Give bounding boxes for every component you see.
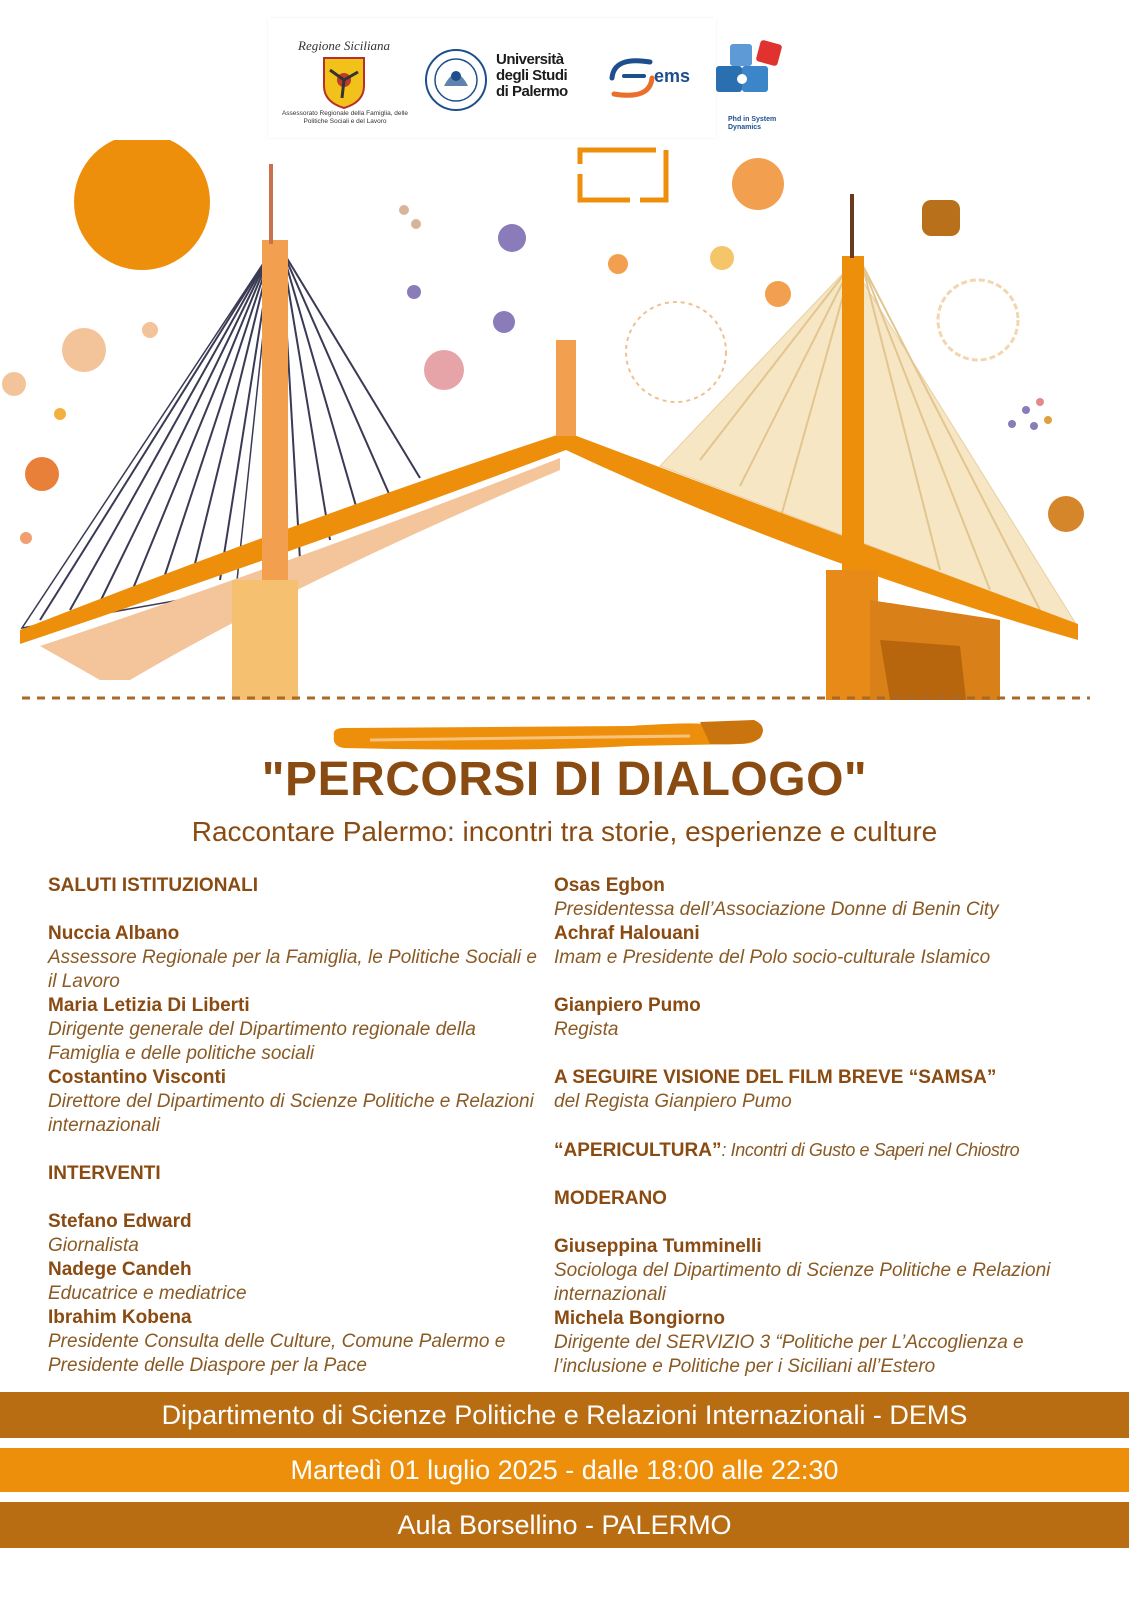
orange-dot-decoration [732, 158, 784, 210]
small-dot-decoration [54, 408, 66, 420]
brown-square-decoration [922, 200, 960, 236]
left-pylon-base [232, 580, 298, 700]
peach-dot-decoration [62, 328, 106, 372]
striped-block-decoration [580, 150, 666, 200]
left-pylon-mast [269, 164, 273, 244]
section-heading-moderano: MODERANO [554, 1188, 667, 1209]
speaker-role: Presidentessa dell’Associazione Donne di Benin City [554, 899, 999, 920]
purple-dot-decoration [407, 285, 421, 299]
date-band: Martedì 01 luglio 2025 - dalle 18:00 alle 22:30 [0, 1448, 1129, 1492]
phd-system-dynamics-label: Phd in System Dynamics [728, 116, 777, 131]
speaker-role: Giornalista [48, 1235, 139, 1256]
dems-wordmark: ems [654, 66, 691, 86]
regione-siciliana-logo-text: Regione Siciliana [298, 38, 391, 53]
bridge-illustration [0, 140, 1129, 710]
speaker-role: Educatrice e mediatrice [48, 1283, 247, 1304]
speaker-name: Nadege Candeh [48, 1259, 192, 1280]
speaker-name: Gianpiero Pumo [554, 995, 701, 1016]
striped-circle-decoration [938, 280, 1018, 360]
speaker-name: Costantino Visconti [48, 1067, 227, 1088]
trinacria-shield-icon [320, 56, 368, 110]
logo-strip [268, 18, 777, 138]
speaker-role: Presidente Consulta delle Culture, Comune Palermo e Presidente delle Diaspore per la Pace [48, 1331, 506, 1376]
yellow-dot-decoration [710, 246, 734, 270]
speaker-role: Dirigente generale del Dipartimento regionale della Famiglia e delle politiche sociali [48, 1019, 476, 1064]
section-heading-interventi: INTERVENTI [48, 1163, 161, 1184]
orange-dot-decoration [765, 281, 791, 307]
puzzle-pieces-icon [712, 38, 786, 112]
speckle-decoration [1036, 398, 1044, 406]
department-band: Dipartimento di Scienze Politiche e Relazioni Internazionali - DEMS [0, 1392, 1129, 1438]
dems-logo-icon [604, 52, 660, 104]
speaker-role: Regista [554, 1019, 619, 1040]
speaker-role: Sociologa del Dipartimento di Scienze Politiche e Relazioni internazionali [554, 1260, 1051, 1305]
apericultura-description: : Incontri di Gusto e Saperi nel Chiostro [721, 1140, 1020, 1160]
speckle-decoration [142, 322, 158, 338]
speaker-name: Stefano Edward [48, 1211, 192, 1232]
program-right-column [554, 874, 1094, 1379]
small-dot-decoration [20, 532, 32, 544]
speaker-role: Direttore del Dipartimento di Scienze Politiche e Relazioni internazionali [48, 1091, 534, 1136]
venue-band: Aula Borsellino - PALERMO [0, 1502, 1129, 1548]
unipa-seal-icon [424, 48, 488, 112]
purple-dot-decoration [498, 224, 526, 252]
left-cables [22, 250, 272, 628]
speaker-role: Imam e Presidente del Polo socio-culturale Islamico [554, 947, 991, 968]
speaker-name: Michela Bongiorno [554, 1308, 725, 1329]
speckle-decoration [1022, 406, 1030, 414]
orange-dot-decoration [608, 254, 628, 274]
film-heading: A SEGUIRE VISIONE DEL FILM BREVE “SAMSA” [554, 1067, 997, 1088]
speaker-role: Assessore Regionale per la Famiglia, le Politiche Sociali e il Lavoro [48, 947, 537, 992]
program-left-column [48, 874, 538, 1378]
section-heading-saluti: SALUTI ISTITUZIONALI [48, 875, 259, 896]
speaker-role: Dirigente del SERVIZIO 3 “Politiche per L’Accoglienza e l’inclusione e Politiche per i Siciliani all’Estero [554, 1332, 1024, 1377]
speaker-name: Maria Letizia Di Liberti [48, 995, 250, 1016]
speaker-name: Achraf Halouani [554, 923, 700, 944]
apericultura-line [554, 1138, 1094, 1163]
right-abutment-shadow [880, 640, 966, 700]
speckle-decoration [1030, 422, 1038, 430]
peach-dot-decoration [2, 372, 26, 396]
purple-dot-decoration [493, 311, 515, 333]
unipa-wordmark: Università degli Studi di Palermo [496, 51, 568, 100]
regione-caption: Assessorato Regionale della Famiglia, delle Politiche Sociali e del Lavoro [281, 110, 409, 125]
event-subtitle: Raccontare Palermo: incontri tra storie, esperienze e culture [191, 816, 938, 847]
right-pylon-mast [850, 194, 854, 258]
event-title: "PERCORSI DI DIALOGO" [261, 753, 868, 806]
speckle-decoration [411, 219, 421, 229]
striped-circle-decoration [626, 302, 726, 402]
striped-dot-decoration [1048, 496, 1084, 532]
speckle-decoration [1008, 420, 1016, 428]
orange-dot-decoration [25, 457, 59, 491]
speckle-decoration [399, 205, 409, 215]
speckle-decoration [1044, 416, 1052, 424]
speaker-name: Nuccia Albano [48, 923, 180, 944]
center-pylon [556, 340, 576, 436]
orange-sun-decoration [74, 140, 210, 270]
speaker-name: Ibrahim Kobena [48, 1307, 192, 1328]
speaker-name: Osas Egbon [554, 875, 665, 896]
striped-dot-decoration [424, 350, 464, 390]
film-subheading: del Regista Gianpiero Pumo [554, 1091, 792, 1112]
speaker-name: Giuseppina Tumminelli [554, 1236, 762, 1257]
apericultura-label: “APERICULTURA” [554, 1140, 722, 1161]
